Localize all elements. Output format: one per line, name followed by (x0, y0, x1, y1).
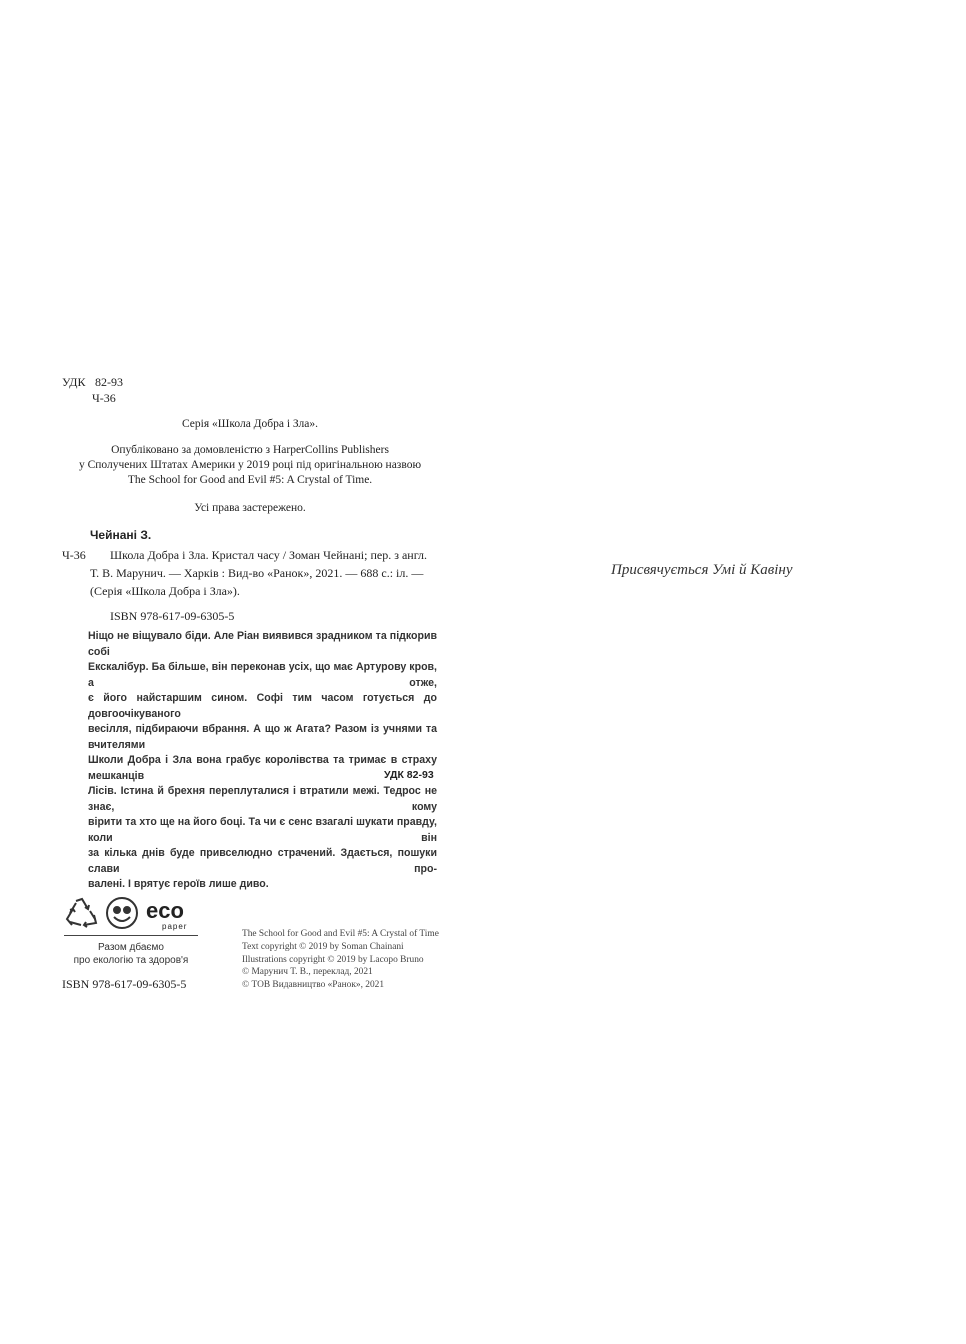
publication-note-line: Опубліковано за домовленістю з HarperCollins Publishers (111, 444, 389, 456)
abstract-line: за кілька днів буде привселюдно страчений. Здається, пошуки слави про- (88, 847, 437, 875)
dedication: Присвячується Умі й Кавіну (611, 562, 793, 578)
catalog-author: Чейнані З. (90, 528, 152, 542)
book-abstract (88, 629, 437, 893)
eco-caption (64, 941, 198, 967)
eco-logos (64, 895, 198, 935)
abstract-line: вірити та хто ще на його боці. Та чи є сенс взагалі шукати правду, коли він (88, 816, 437, 844)
copyright-block (242, 928, 439, 992)
abstract-line: Ніщо не віщувало біди. Але Ріан виявився зрадником та підкорив собі (88, 630, 437, 658)
publication-note (62, 443, 438, 488)
abstract-line: Екскалібур. Ба більше, він переконав усіх, що має Артурову кров, а отже, (88, 661, 437, 689)
copyright-line: Illustrations copyright © 2019 by Lacopo Bruno (242, 954, 424, 965)
rights-note: Усі права застережено. (194, 502, 306, 514)
catalog-entry (62, 546, 442, 600)
catalog-cutter: Ч-36 (62, 548, 86, 562)
copyright-line: © ТОВ Видавництво «Ранок», 2021 (242, 980, 385, 991)
catalog-isbn: ISBN 978-617-09-6305-5 (110, 609, 235, 623)
udk-block (62, 374, 123, 406)
eco-caption-line: про екологію та здоров'я (73, 955, 189, 966)
abstract-line: є його найстаршим сином. Софі тим часом готується до довгоочікуваного (88, 692, 437, 720)
series-note: Серія «Школа Добра і Зла». (181, 418, 319, 430)
isbn-bottom: ISBN 978-617-09-6305-5 (62, 977, 187, 991)
eco-caption-line: Разом дбаємо (98, 942, 164, 953)
recycle-icon (67, 899, 96, 927)
copyright-line: Text copyright © 2019 by Soman Chainani (242, 941, 404, 952)
cutter-number: Ч-36 (92, 391, 116, 405)
abstract-line: Школи Добра і Зла вона грабує королівства та тримає в страху мешканців (88, 754, 437, 782)
catalog-line: Школа Добра і Зла. Кристал часу / Зоман Чейнані; пер. з англ. (110, 548, 427, 562)
publication-note-line: у Сполучених Штатах Америки у 2019 році під оригінальною назвою (78, 459, 422, 471)
eco-logo-row (64, 895, 198, 935)
eco-divider (64, 935, 198, 936)
udk-line (62, 374, 123, 390)
udk-label: УДК (62, 375, 86, 389)
smiley-icon (107, 898, 137, 928)
udk-code: 82-93 (95, 375, 123, 389)
copyright-line: © Марунич Т. В., переклад, 2021 (242, 967, 373, 978)
eco-logo-text: eco (146, 898, 184, 923)
abstract-line: валені. І врятує героїв лише диво. (88, 878, 269, 890)
publication-note-line: The School for Good and Evil #5: A Crystal of Time. (127, 474, 373, 486)
eco-logo-sub: paper (162, 922, 188, 931)
abstract-line: Лісів. Істина й брехня переплуталися і втратили межі. Тедрос не знає, кому (88, 785, 437, 813)
catalog-line: Т. В. Марунич. — Харків : Вид-во «Ранок», 2021. — 688 с.: іл. — (90, 566, 424, 580)
abstract-line: весілля, підбираючи вбрання. А що ж Агата? Разом із учнями та вчителями (88, 723, 437, 751)
copyright-line: The School for Good and Evil #5: A Crystal of Time (242, 929, 439, 939)
abstract-udk: УДК 82-93 (384, 769, 434, 781)
catalog-line: (Серія «Школа Добра і Зла»). (90, 584, 240, 598)
